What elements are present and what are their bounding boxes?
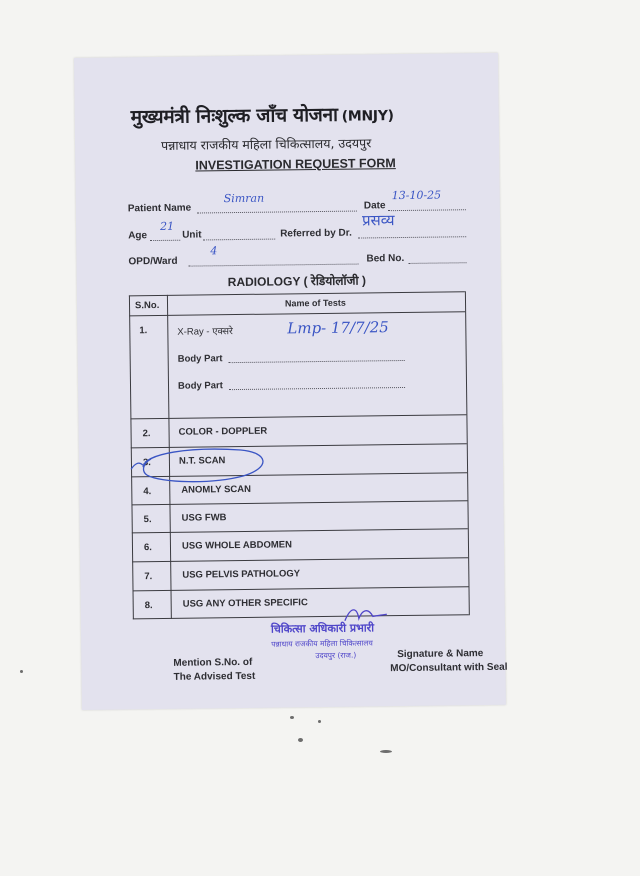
test-nt-scan[interactable]: N.T. SCAN [178, 455, 226, 467]
unit-label: Unit [182, 229, 202, 241]
table-row-divider [130, 414, 466, 419]
background-speck [20, 670, 23, 673]
body-part-field[interactable] [229, 387, 405, 390]
body-part-label: Body Part [177, 353, 223, 365]
opd-ward-value: 4 [210, 244, 218, 258]
test-usg-any-other-specific[interactable]: USG ANY OTHER SPECIFIC [182, 597, 308, 610]
patient-name-value: Simran [223, 191, 265, 206]
age-field[interactable] [150, 240, 180, 241]
row-number: 6. [143, 542, 152, 554]
row-number: 8. [144, 600, 153, 612]
bed-no-field[interactable] [409, 262, 467, 264]
mention-sno-line1: Mention S.No. of [173, 656, 253, 669]
age-value: 21 [159, 219, 175, 233]
radiology-heading: RADIOLOGY ( रेडियोलॉजी ) [227, 273, 367, 290]
opd-ward-label: OPD/Ward [128, 255, 178, 268]
referred-label: Referred by Dr. [280, 227, 352, 240]
row-number: 2. [142, 428, 151, 440]
table-border [133, 614, 469, 619]
background-speck [290, 716, 294, 719]
age-label: Age [128, 230, 148, 242]
row-number: 7. [144, 571, 153, 583]
unit-field[interactable] [203, 239, 275, 241]
signature-line2: MO/Consultant with Seal [390, 661, 508, 675]
test-usg-pelvis-pathology[interactable]: USG PELVIS PATHOLOGY [182, 568, 301, 581]
date-field[interactable] [388, 209, 466, 211]
test-usg-fwb[interactable]: USG FWB [181, 512, 227, 524]
stamp-city: उदयपुर (राज.) [315, 650, 357, 661]
row-number: 4. [143, 486, 152, 498]
selection-circle-mark [131, 444, 281, 486]
referred-value: प्रसव्य [361, 211, 395, 230]
row-number: 1. [139, 325, 148, 337]
table-border [129, 291, 465, 296]
table-border [465, 291, 470, 615]
scheme-abbr: (MNJY) [341, 108, 394, 125]
col-header-sno: S.No. [134, 299, 160, 312]
lmp-note: Lmp- 17/7/25 [287, 318, 389, 338]
date-label: Date [363, 200, 386, 212]
background-speck [318, 720, 321, 723]
date-value: 13-10-25 [391, 188, 442, 203]
body-part-field[interactable] [229, 360, 405, 363]
table-row-divider [129, 311, 465, 316]
row-number: 3. [142, 457, 151, 469]
test-usg-whole-abdomen[interactable]: USG WHOLE ABDOMEN [181, 539, 292, 552]
col-header-test-name: Name of Tests [284, 297, 346, 309]
signature-line1: Signature & Name [397, 648, 484, 661]
row-number: 5. [143, 514, 152, 526]
signature-block [357, 647, 507, 677]
test-color-doppler[interactable]: COLOR - DOPPLER [178, 425, 268, 438]
xray-label: X-Ray - एक्सरे [177, 326, 233, 338]
referred-field[interactable] [358, 236, 466, 238]
scheme-title [131, 99, 451, 129]
mention-sno-note [173, 656, 255, 685]
body-part-label: Body Part [177, 380, 223, 392]
table-row-divider [132, 528, 468, 533]
form-title: INVESTIGATION REQUEST FORM [195, 156, 396, 173]
tests-table [129, 291, 469, 619]
stamp-officer-title: चिकित्सा अधिकारी प्रभारी [270, 621, 375, 636]
hospital-name: पन्नाधाय राजकीय महिला चिकित्सालय, उदयपुर [160, 135, 372, 153]
patient-name-field[interactable] [197, 211, 357, 214]
mention-sno-line2: The Advised Test [173, 670, 256, 683]
scheme-title-hindi: मुख्यमंत्री निःशुल्क जाँच योजना [130, 103, 338, 129]
bed-no-label: Bed No. [366, 252, 405, 265]
table-row-divider [131, 500, 467, 505]
background-speck [298, 738, 303, 742]
patient-name-label: Patient Name [127, 202, 192, 215]
request-form-paper [74, 53, 506, 710]
opd-ward-field[interactable] [189, 264, 359, 267]
test-anomly-scan[interactable]: ANOMLY SCAN [181, 483, 252, 496]
stamp-hospital: पन्नाधाय राजकीय महिला चिकित्सालय [271, 638, 373, 649]
table-row-divider [133, 586, 469, 591]
background-speck [380, 750, 392, 753]
table-row-divider [132, 557, 468, 562]
